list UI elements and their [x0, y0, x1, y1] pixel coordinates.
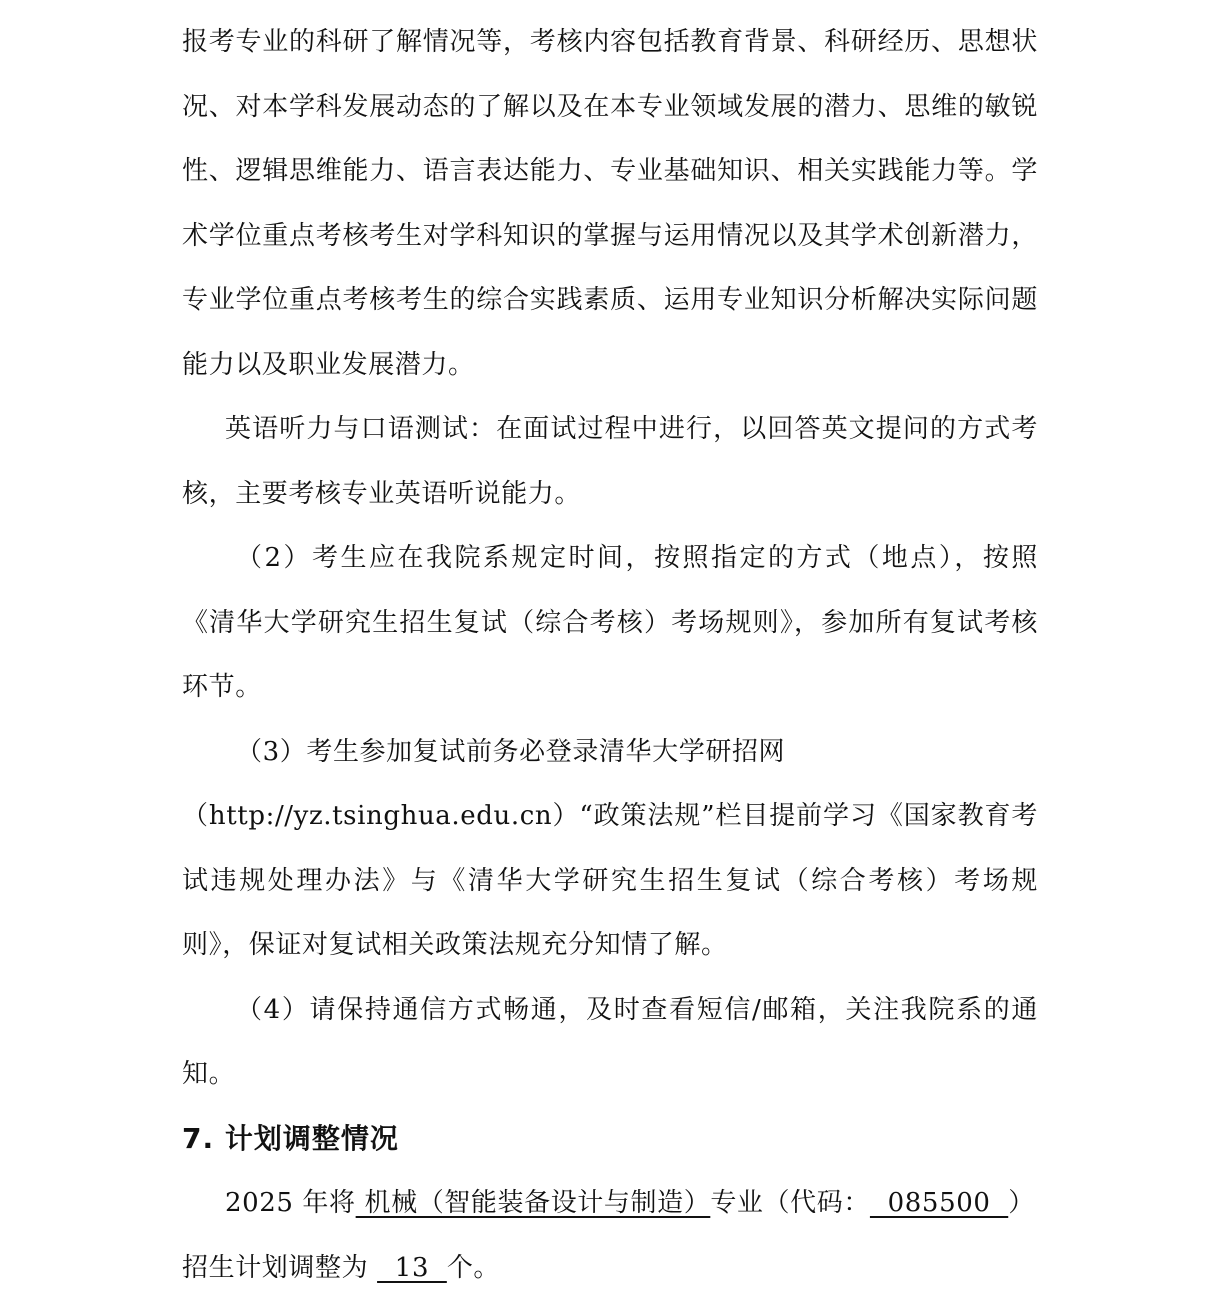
major-code-underlined: 085500	[869, 1188, 1009, 1218]
document-page	[182, 10, 1038, 1300]
plan-suffix: 个。	[446, 1252, 501, 1283]
paragraph-interview-content: 报考专业的科研了解情况等，考核内容包括教育背景、科研经历、思想状况、对本学科发展动态的了解以及在本专业领域发展的潜力、思维的敏锐性、逻辑思维能力、语言表达能力、专业基础知识、相关实践能力等。学术学位重点考核考生对学科知识的掌握与运用情况以及其学术创新潜力，专业学位重点考核考生的综合实践素质、运用专业知识分析解决实际问题能力以及职业发展潜力。	[182, 27, 1038, 380]
section-heading-plan-adjustment: 7. 计划调整情况	[182, 1121, 399, 1155]
major-name-underlined: 机械（智能装备设计与制造）	[355, 1188, 711, 1218]
plan-count-underlined: 13	[377, 1252, 447, 1283]
paragraph-exam-rules: （2）考生应在我院系规定时间，按照指定的方式（地点），按照《清华大学研究生招生复试（综合考核）考场规则》，参加所有复试考核环节。	[182, 543, 1038, 702]
paragraph-policy-rest: （http://yz.tsinghua.edu.cn）“政策法规”栏目提前学习《国家教育考试违规处理办法》与《清华大学研究生招生复试（综合考核）考场规则》，保证对复试相关政策法规充分知情了解。	[182, 801, 1038, 960]
paragraph-plan-adjustment	[182, 1171, 1038, 1300]
code-suffix: ）	[1008, 1188, 1035, 1218]
paragraph-english-test: 英语听力与口语测试：在面试过程中进行，以回答英文提问的方式考核，主要考核专业英语听说能力。	[182, 414, 1038, 509]
paragraph-contact-notice: （4）请保持通信方式畅通，及时查看短信/邮箱，关注我院系的通知。	[182, 994, 1038, 1089]
plan-prefix: 招生计划调整为	[182, 1252, 369, 1283]
paragraph-policy-line1: （3）考生参加复试前务必登录清华大学研招网	[236, 736, 786, 767]
year-prefix: 2025 年将	[225, 1188, 356, 1218]
major-suffix: 专业（代码：	[710, 1188, 870, 1218]
